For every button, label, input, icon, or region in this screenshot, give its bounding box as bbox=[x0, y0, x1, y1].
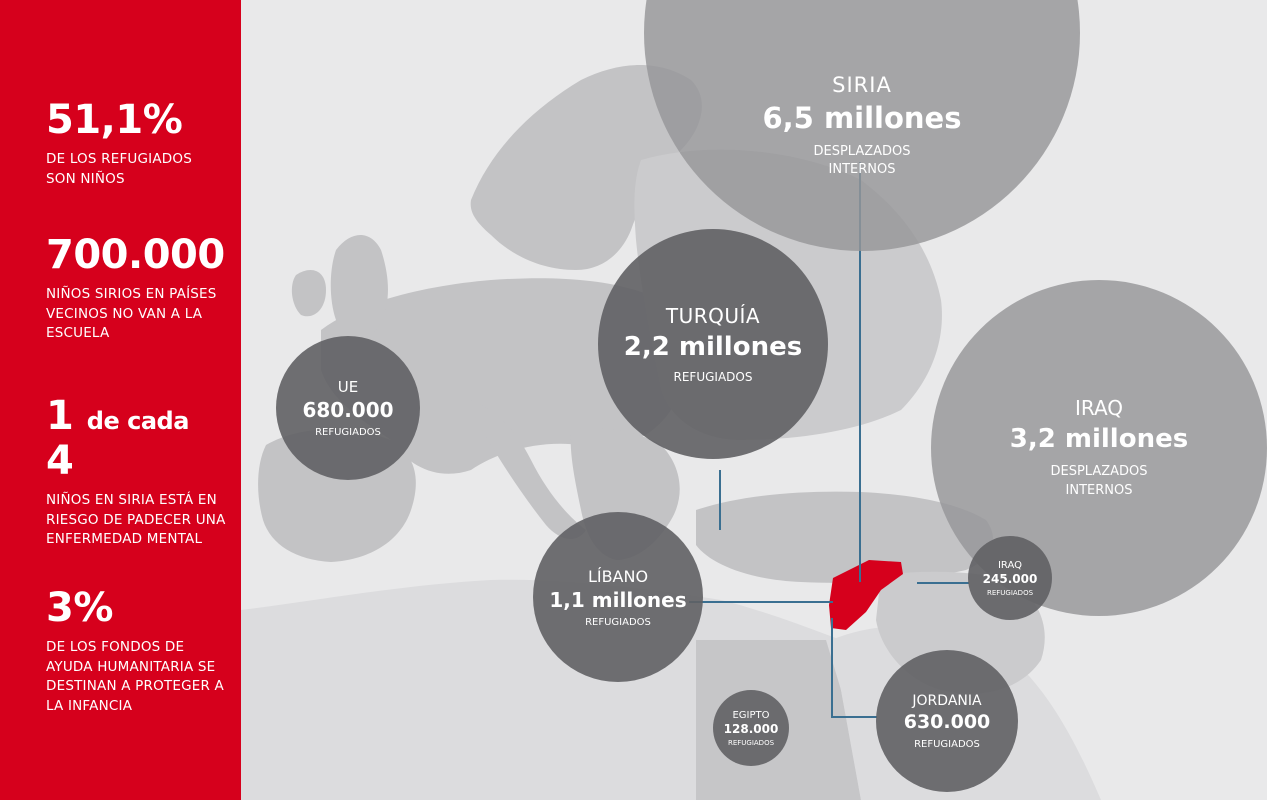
stat-description: DE LOS REFUGIADOS SON NIÑOS bbox=[46, 151, 192, 187]
bubble-value: 3,2 millones bbox=[1009, 424, 1189, 454]
bubble-content bbox=[999, 396, 1199, 500]
bubble-label-line2: INTERNOS bbox=[828, 161, 896, 177]
bubble-value: 245.000 bbox=[982, 571, 1038, 586]
bubble-libano bbox=[533, 512, 703, 682]
bubble-label-line2: INTERNOS bbox=[1065, 483, 1133, 498]
stat-value-part3: 4 bbox=[46, 438, 74, 484]
bubble-name: JORDANIA bbox=[912, 692, 982, 709]
stat-value-part1: 1 bbox=[46, 393, 74, 439]
bubble-iraq-refugiados bbox=[968, 536, 1052, 620]
stat-description: NIÑOS EN SIRIA ESTÁ EN RIESGO DE PADECER UNA ENFERMEDAD MENTAL bbox=[46, 492, 226, 547]
map bbox=[241, 0, 1189, 800]
stat-description: NIÑOS SIRIOS EN PAÍSES VECINOS NO VAN A LA ESCUELA bbox=[46, 286, 217, 341]
stats-sidebar bbox=[0, 0, 241, 800]
uk-land bbox=[331, 235, 388, 339]
stat-value: 700.000 bbox=[46, 232, 225, 278]
bubble-value: 1,1 millones bbox=[549, 587, 687, 612]
stat-value-part2: de cada bbox=[86, 407, 189, 435]
jordania-connector-vertical bbox=[831, 618, 833, 718]
bubble-jordania bbox=[876, 650, 1018, 792]
bubble-ue bbox=[276, 336, 420, 480]
stat-value: 51,1% bbox=[46, 97, 183, 143]
bubble-name: TURQUÍA bbox=[665, 304, 761, 328]
bubble-name: IRAQ bbox=[1074, 396, 1124, 420]
bubble-label: REFUGIADOS bbox=[986, 588, 1034, 597]
bubble-name: LÍBANO bbox=[587, 566, 649, 586]
bubble-name: SIRIA bbox=[832, 72, 892, 97]
bubble-name: EGIPTO bbox=[732, 709, 770, 721]
bubble-egipto bbox=[713, 690, 789, 766]
turquia-connector-line bbox=[719, 470, 721, 530]
bubble-value: 6,5 millones bbox=[762, 100, 962, 135]
stat-mental-health bbox=[46, 393, 226, 550]
stat-children-no-school bbox=[46, 232, 226, 344]
bubble-label: REFUGIADOS bbox=[315, 427, 381, 438]
bubble-label: REFUGIADOS bbox=[673, 370, 753, 384]
bubble-value: 128.000 bbox=[723, 721, 779, 736]
libano-connector-line bbox=[689, 601, 833, 603]
stat-description: DE LOS FONDOS DE AYUDA HUMANITARIA SE DESTINAN A PROTEGER A LA INFANCIA bbox=[46, 639, 224, 714]
stat-children-refugees bbox=[46, 97, 226, 189]
jordania-connector-horizontal bbox=[831, 716, 877, 718]
stat-value bbox=[46, 393, 226, 484]
bubble-label: REFUGIADOS bbox=[914, 738, 980, 750]
bubble-label-line1: DESPLAZADOS bbox=[813, 143, 911, 159]
bubble-label-line1: DESPLAZADOS bbox=[1050, 464, 1148, 479]
bubble-value: 630.000 bbox=[903, 710, 991, 733]
bubble-value: 680.000 bbox=[302, 398, 394, 422]
bubble-name: UE bbox=[337, 378, 359, 396]
bubble-turquia bbox=[598, 229, 828, 459]
iraq-small-connector-line bbox=[917, 582, 969, 584]
bubble-label: REFUGIADOS bbox=[585, 616, 651, 628]
bubble-label: REFUGIADOS bbox=[727, 738, 775, 747]
stat-humanitarian-funds bbox=[46, 585, 226, 716]
bubble-value: 2,2 millones bbox=[623, 332, 803, 362]
bubble-name: IRAQ bbox=[997, 559, 1023, 571]
stat-value: 3% bbox=[46, 585, 113, 631]
